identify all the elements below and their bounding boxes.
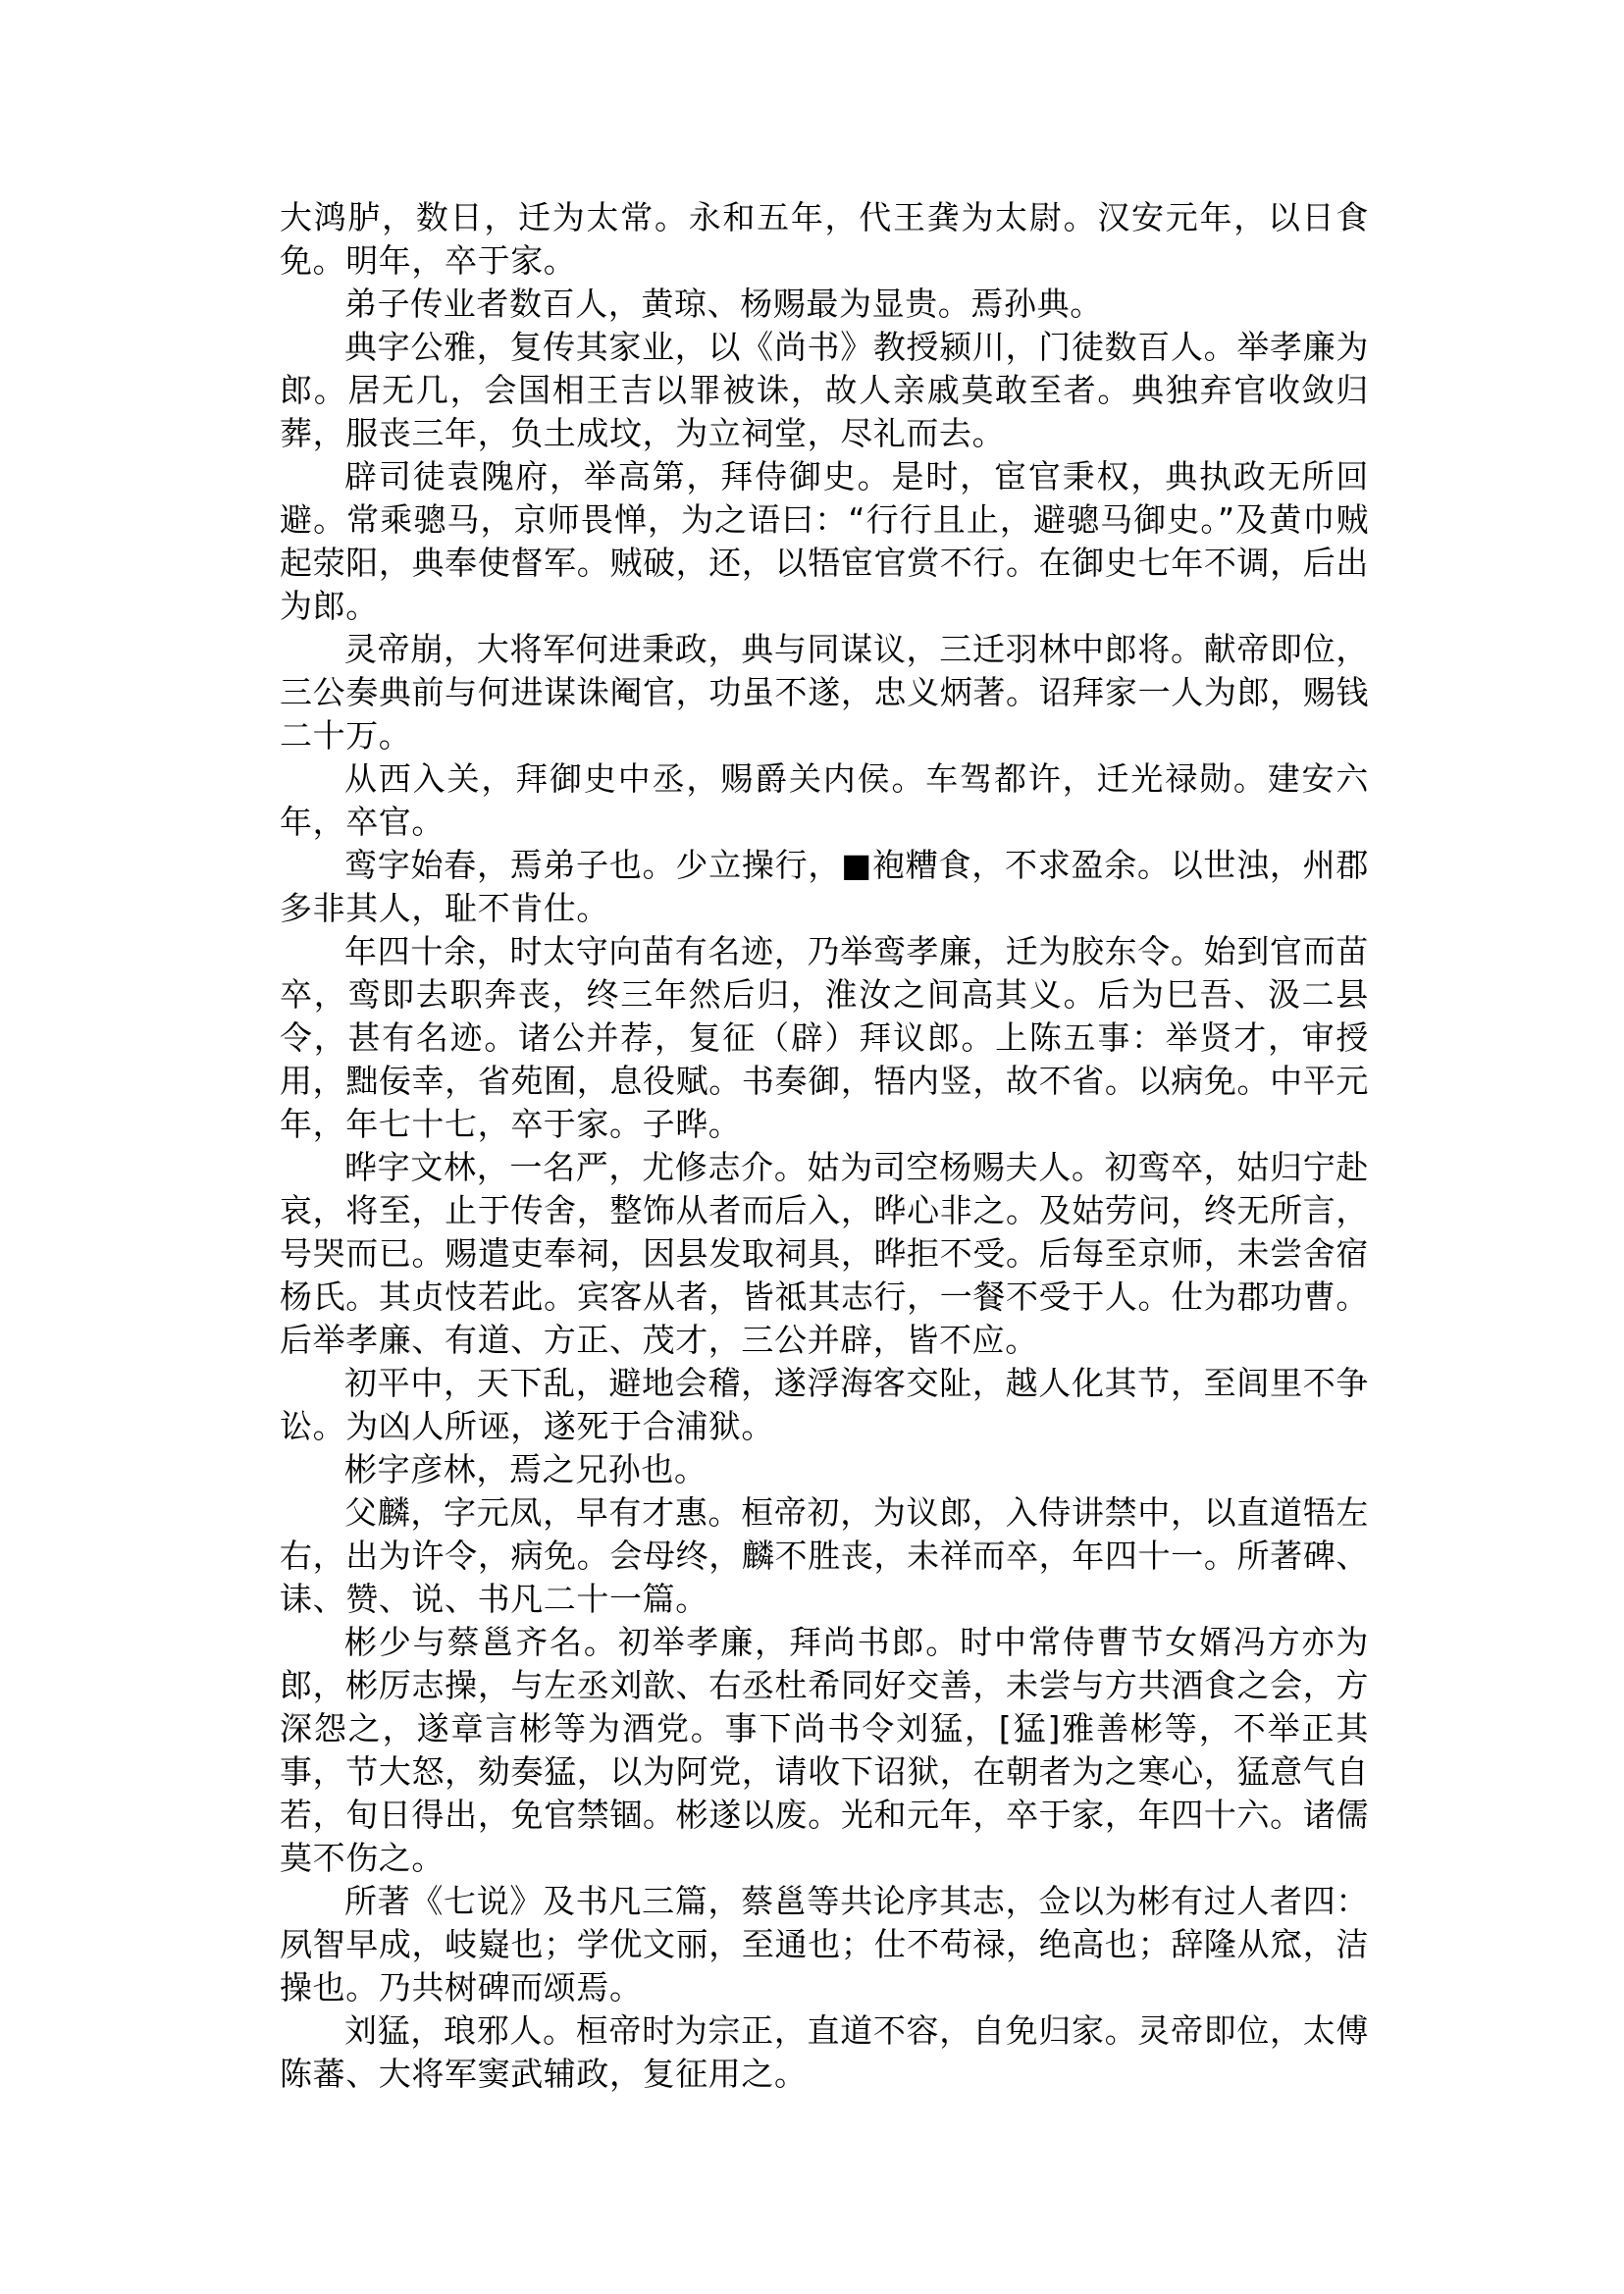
paragraph-3: 典字公雅，复传其家业，以《尚书》教授颍川，门徒数百人。举孝廉为郎。居无几，会国相王吉以罪被诛，故人亲戚莫敢至者。典独弃官收敛归葬，服丧三年，负土成坟，为立祠堂，尽礼而去。	[280, 328, 1369, 452]
paragraph-10: 初平中，天下乱，避地会稽，遂浮海客交阯，越人化其节，至闾里不争讼。为凶人所诬，遂死于合浦狱。	[280, 1364, 1369, 1445]
paragraph-2: 弟子传业者数百人，黄琼、杨赐最为显贵。焉孙典。	[344, 285, 1103, 323]
paragraph-6: 从西入关，拜御史中丞，赐爵关内侯。车驾都许，迁光禄勋。建安六年，卒官。	[280, 759, 1369, 841]
paragraph-12: 父麟，字元凤，早有才惠。桓帝初，为议郎，入侍讲禁中，以直道牾左右，出为许令，病免。会母终，麟不胜丧，未祥而卒，年四十一。所著碑、诔、赞、说、书凡二十一篇。	[280, 1493, 1369, 1618]
document-page	[280, 196, 1369, 2096]
paragraph-1: 大鸿胪，数日，迁为太常。永和五年，代王龚为太尉。汉安元年，以日食免。明年，卒于家。	[280, 198, 1369, 280]
paragraph-8: 年四十余，时太守向苗有名迹，乃举鸾孝廉，迁为胶东令。始到官而苗卒，鸾即去职奔丧，终三年然后归，淮汝之间高其义。后为巳吾、汲二县令，甚有名迹。诸公并荐，复征（辟）拜议郎。上陈五事：举贤才，审授用，黜佞幸，省苑囿，息役赋。书奏御，牾内竖，故不省。以病免。中平元年，年七十七，卒于家。子晔。	[280, 932, 1369, 1143]
paragraph-14: 所著《七说》及书凡三篇，蔡邕等共论序其志，佥以为彬有过人者四：夙智早成，岐嶷也；学优文丽，至通也；仕不苟禄，绝高也；辞隆从窊，洁操也。乃共树碑而颂焉。	[280, 1882, 1369, 2007]
paragraph-9: 晔字文林，一名严，尤修志介。姑为司空杨赐夫人。初鸾卒，姑归宁赴哀，将至，止于传舍，整饰从者而后入，晔心非之。及姑劳问，终无所言，号哭而已。赐遣吏奉祠，因县发取祠具，晔拒不受。后每至京师，未尝舍宿杨氏。其贞忮若此。宾客从者，皆祗其志行，一餐不受于人。仕为郡功曹。后举孝廉、有道、方正、茂才，三公并辟，皆不应。	[280, 1148, 1369, 1359]
paragraph-13: 彬少与蔡邕齐名。初举孝廉，拜尚书郎。时中常侍曹节女婿冯方亦为郎，彬厉志操，与左丞刘歆、右丞杜希同好交善，未尝与方共酒食之会，方深怨之，遂章言彬等为酒党。事下尚书令刘猛，[猛]雅善彬等，不举正其事，节大怒，劾奏猛，以为阿党，请收下诏狱，在朝者为之寒心，猛意气自若，旬日得出，免官禁锢。彬遂以废。光和元年，卒于家，年四十六。诸儒莫不伤之。	[280, 1623, 1369, 1877]
paragraph-5: 灵帝崩，大将军何进秉政，典与同谋议，三迁羽林中郎将。献帝即位，三公奏典前与何进谋诛阉官，功虽不遂，忠义炳著。诏拜家一人为郎，赐钱二十万。	[280, 630, 1369, 755]
paragraph-15: 刘猛，琅邪人。桓帝时为宗正，直道不容，自免归家。灵帝即位，太傅陈蕃、大将军窦武辅政，复征用之。	[280, 2011, 1369, 2093]
paragraph-4: 辟司徒袁隗府，举高第，拜侍御史。是时，宦官秉权，典执政无所回避。常乘骢马，京师畏惮，为之语曰：“行行且止，避骢马御史。”及黄巾贼起荥阳，典奉使督军。贼破，还，以牾宦官赏不行。在御史七年不调，后出为郎。	[280, 457, 1369, 625]
paragraph-11: 彬字彦林，焉之兄孙也。	[344, 1450, 707, 1488]
paragraph-7: 鸾字始春，焉弟子也。少立操行，■袍糟食，不求盈余。以世浊，州郡多非其人，耻不肯仕。	[280, 846, 1369, 927]
